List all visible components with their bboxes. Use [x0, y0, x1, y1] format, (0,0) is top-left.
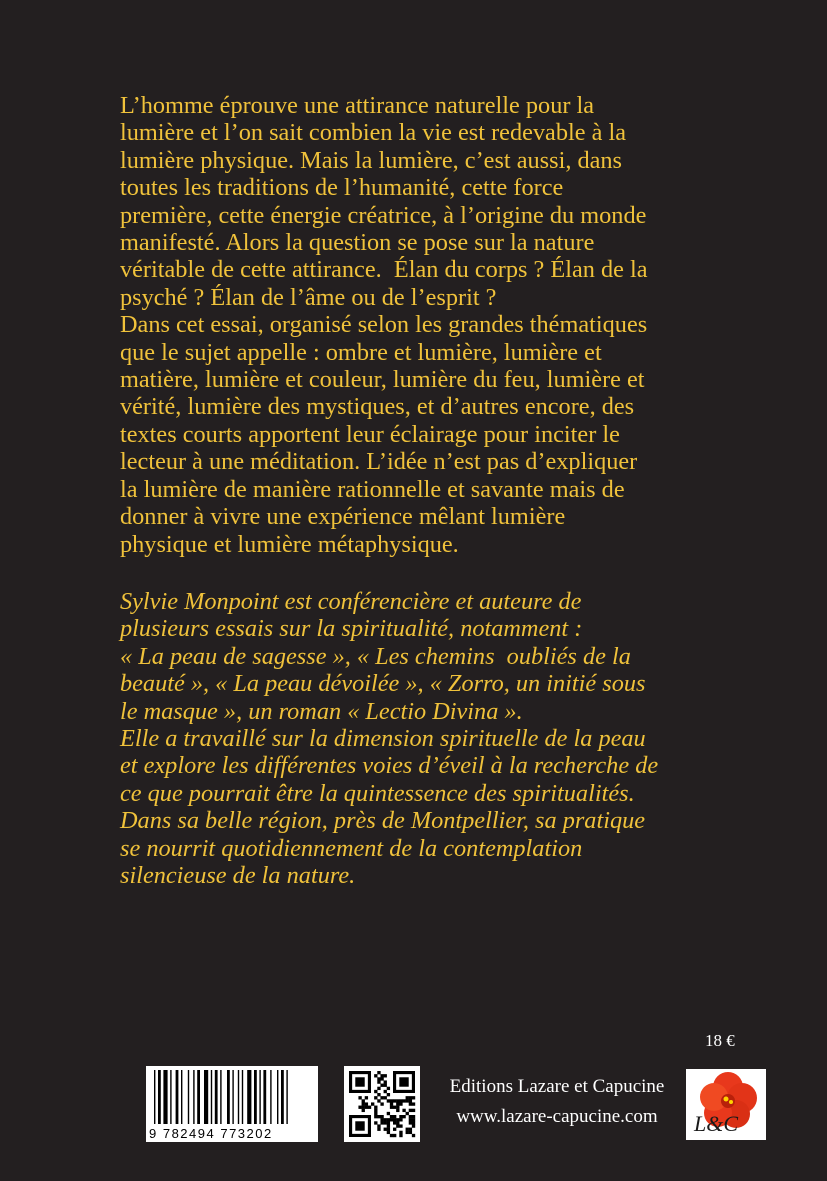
qr-module	[402, 1109, 405, 1112]
barcode-bar	[193, 1070, 194, 1124]
qr-module	[399, 1134, 402, 1137]
qr-module	[362, 1099, 365, 1102]
qr-module	[409, 1099, 412, 1102]
barcode-bar	[281, 1070, 284, 1124]
blurb-line: lumière et l’on sait combien la vie est redevable à la	[120, 119, 626, 147]
qr-module	[406, 1112, 409, 1115]
blurb-line: L’homme éprouve une attirance naturelle pour la	[120, 92, 595, 119]
qr-module	[374, 1096, 377, 1099]
qr-module	[409, 1128, 412, 1131]
barcode-bar	[263, 1070, 266, 1124]
qr-module	[409, 1115, 412, 1118]
qr-module	[365, 1102, 368, 1105]
bio-line: le masque », un roman « Lectio Divina ».	[120, 697, 523, 725]
qr-module	[362, 1106, 365, 1109]
qr-module	[412, 1118, 415, 1121]
qr-module	[409, 1102, 412, 1105]
qr-module	[358, 1106, 361, 1109]
bio-paragraph-1	[120, 588, 760, 725]
barcode-bar	[286, 1070, 287, 1124]
qr-module	[409, 1109, 412, 1112]
barcode-bar	[242, 1070, 243, 1124]
barcode-bar	[170, 1070, 171, 1124]
qr-module	[396, 1106, 399, 1109]
barcode-bar	[188, 1070, 189, 1124]
isbn-barcode	[146, 1066, 318, 1142]
qr-module	[384, 1090, 387, 1093]
qr-module	[390, 1102, 393, 1105]
qr-module	[374, 1090, 377, 1093]
qr-module	[380, 1121, 383, 1124]
qr-module	[412, 1121, 415, 1124]
qr-module	[393, 1115, 396, 1118]
qr-module	[396, 1099, 399, 1102]
qr-module	[365, 1096, 368, 1099]
svg-text:L&C: L&C	[694, 1111, 739, 1136]
barcode-bar	[259, 1070, 260, 1124]
qr-module	[362, 1102, 365, 1105]
barcode-bar	[204, 1070, 208, 1124]
publisher-block	[432, 1072, 682, 1132]
barcode-bar	[254, 1070, 257, 1124]
qr-module	[399, 1115, 402, 1118]
qr-module	[406, 1128, 409, 1131]
qr-module	[409, 1121, 412, 1124]
qr-module	[406, 1099, 409, 1102]
qr-module	[390, 1106, 393, 1109]
qr-module	[380, 1077, 383, 1080]
qr-module	[374, 1115, 377, 1118]
qr-module	[412, 1134, 415, 1137]
qr-module	[399, 1131, 402, 1134]
qr-module	[402, 1099, 405, 1102]
barcode-bar	[197, 1070, 200, 1124]
barcode-bar	[232, 1070, 233, 1124]
qr-module	[402, 1115, 405, 1118]
qr-module	[399, 1124, 402, 1127]
blurb-line: toutes les traditions de l’humanité, cette force	[120, 174, 564, 202]
blurb-line: manifesté. Alors la question se pose sur la nature	[120, 229, 595, 257]
qr-module	[377, 1128, 380, 1131]
blurb-line: donner à vivre une expérience mêlant lumière	[120, 503, 566, 531]
bio-paragraph-2	[120, 725, 760, 889]
blurb-line: psyché ? Élan de l’âme ou de l’esprit ?	[120, 283, 497, 311]
qr-module	[365, 1106, 368, 1109]
qr-module	[377, 1093, 380, 1096]
qr-module	[384, 1121, 387, 1124]
bio-line: silencieuse de la nature.	[120, 862, 356, 890]
qr-module	[377, 1077, 380, 1080]
flower-logo-icon	[686, 1069, 766, 1140]
qr-module	[384, 1096, 387, 1099]
publisher-logo	[686, 1069, 766, 1140]
qr-module	[387, 1121, 390, 1124]
qr-module	[396, 1124, 399, 1127]
qr-module	[374, 1121, 377, 1124]
blurb-paragraph-1	[120, 92, 750, 311]
qr-module	[409, 1118, 412, 1121]
qr-module	[377, 1071, 380, 1074]
blurb-line: la lumière de manière rationnelle et savante mais de	[120, 475, 625, 503]
blurb-line: que le sujet appelle : ombre et lumière, lumière et	[120, 338, 602, 366]
qr-module	[409, 1131, 412, 1134]
barcode-bar	[220, 1070, 221, 1124]
qr-module	[380, 1096, 383, 1099]
qr-module	[384, 1128, 387, 1131]
barcode-bar	[227, 1070, 230, 1124]
blurb-line: vérité, lumière des mystiques, et d’autres encore, des	[120, 393, 635, 421]
bio-line: Elle a travaillé sur la dimension spirituelle de la peau	[120, 725, 646, 753]
price-label: 18 €	[705, 1031, 735, 1050]
barcode-bar	[277, 1070, 278, 1124]
qr-module	[390, 1099, 393, 1102]
blurb-line: physique et lumière métaphysique.	[120, 530, 459, 558]
qr-module	[384, 1118, 387, 1121]
qr-module	[412, 1096, 415, 1099]
qr-module	[384, 1084, 387, 1087]
qr-module	[380, 1084, 383, 1087]
qr-module	[396, 1118, 399, 1121]
qr-module	[393, 1118, 396, 1121]
qr-module	[412, 1124, 415, 1127]
qr-module	[380, 1115, 383, 1118]
qr-module	[409, 1096, 412, 1099]
qr-module	[377, 1080, 380, 1083]
blurb-line: lumière physique. Mais la lumière, c’est aussi, dans	[120, 146, 623, 174]
qr-module	[374, 1074, 377, 1077]
qr-module	[380, 1102, 383, 1105]
bio-line: se nourrit quotidiennement de la contemplation	[120, 834, 583, 862]
qr-module	[399, 1099, 402, 1102]
bio-line: ce que pourrait être la quintessence des spiritualités.	[120, 779, 635, 807]
bio-line: beauté », « La peau dévoilée », « Zorro, un initié sous	[120, 670, 646, 698]
qr-module	[387, 1093, 390, 1096]
bio-line: « La peau de sagesse », « Les chemins oubliés de la	[120, 642, 631, 670]
qr-module	[374, 1109, 377, 1112]
bio-line: plusieurs essais sur la spiritualité, notamment :	[120, 615, 583, 643]
qr-module	[406, 1131, 409, 1134]
qr-module	[380, 1074, 383, 1077]
qr-module	[387, 1128, 390, 1131]
qr-module	[393, 1099, 396, 1102]
qr-module	[393, 1106, 396, 1109]
qr-module	[393, 1128, 396, 1131]
qr-module	[390, 1115, 393, 1118]
bio-line: et explore les différentes voies d’éveil à la recherche de	[120, 752, 659, 780]
qr-module	[393, 1134, 396, 1137]
qr-module	[399, 1077, 408, 1086]
author-bio	[120, 588, 760, 889]
qr-module	[396, 1102, 399, 1105]
publisher-website[interactable]: www.lazare-capucine.com	[456, 1106, 658, 1127]
blurb-line: première, cette énergie créatrice, à l’origine du monde	[120, 201, 647, 229]
qr-module	[396, 1121, 399, 1124]
qr-module	[387, 1124, 390, 1127]
qr-module	[358, 1096, 361, 1099]
qr-module	[368, 1106, 371, 1109]
qr-module	[412, 1109, 415, 1112]
qr-code-icon	[344, 1066, 420, 1142]
qr-module	[406, 1096, 409, 1099]
barcode-bar	[211, 1070, 212, 1124]
barcode-bar	[158, 1070, 161, 1124]
qr-module	[412, 1102, 415, 1105]
qr-module	[384, 1074, 387, 1077]
qr-module	[396, 1109, 399, 1112]
barcode-bar	[176, 1070, 179, 1124]
qr-module	[377, 1099, 380, 1102]
bio-line: Sylvie Monpoint est conférencière et auteure de	[120, 588, 582, 615]
barcode-bar	[270, 1070, 271, 1124]
qr-module	[387, 1099, 390, 1102]
qr-module	[384, 1080, 387, 1083]
qr-module	[390, 1118, 393, 1121]
blurb-line: véritable de cette attirance. Élan du corps ? Élan de la	[120, 256, 648, 284]
blurb-paragraph-2	[120, 311, 750, 558]
qr-module	[377, 1124, 380, 1127]
isbn-digits: 9 782494 773202	[149, 1126, 273, 1141]
blurb-line: Dans cet essai, organisé selon les grandes thématiques	[120, 311, 648, 339]
qr-module	[377, 1115, 380, 1118]
back-cover-blurb	[120, 92, 750, 558]
qr-module	[362, 1109, 365, 1112]
qr-module	[399, 1102, 402, 1105]
qr-module	[371, 1102, 374, 1105]
blurb-line: lecteur à une méditation. L’idée n’est pas d’expliquer	[120, 448, 638, 476]
barcode-bar	[238, 1070, 239, 1124]
qr-module	[393, 1121, 396, 1124]
qr-module	[387, 1118, 390, 1121]
qr-module	[399, 1118, 402, 1121]
qr-module	[374, 1106, 377, 1109]
blurb-line: textes courts apportent leur éclairage pour inciter le	[120, 420, 620, 448]
qr-module	[387, 1112, 390, 1115]
qr-module	[390, 1134, 393, 1137]
blurb-line: matière, lumière et couleur, lumière du feu, lumière et	[120, 366, 645, 394]
qr-module	[355, 1077, 364, 1086]
qr-module	[355, 1121, 364, 1130]
barcode-bar	[181, 1070, 182, 1124]
bio-line: Dans sa belle région, près de Montpellier, sa pratique	[120, 807, 646, 835]
barcode-bar	[247, 1070, 251, 1124]
qr-module	[412, 1115, 415, 1118]
qr-module	[387, 1087, 390, 1090]
qr-module	[377, 1087, 380, 1090]
qr-module	[380, 1118, 383, 1121]
barcode-bar	[163, 1070, 167, 1124]
barcode-bar	[215, 1070, 218, 1124]
qr-module	[387, 1131, 390, 1134]
qr-module	[374, 1112, 377, 1115]
barcode-bar	[154, 1070, 155, 1124]
publisher-name: Editions Lazare et Capucine	[449, 1076, 665, 1097]
